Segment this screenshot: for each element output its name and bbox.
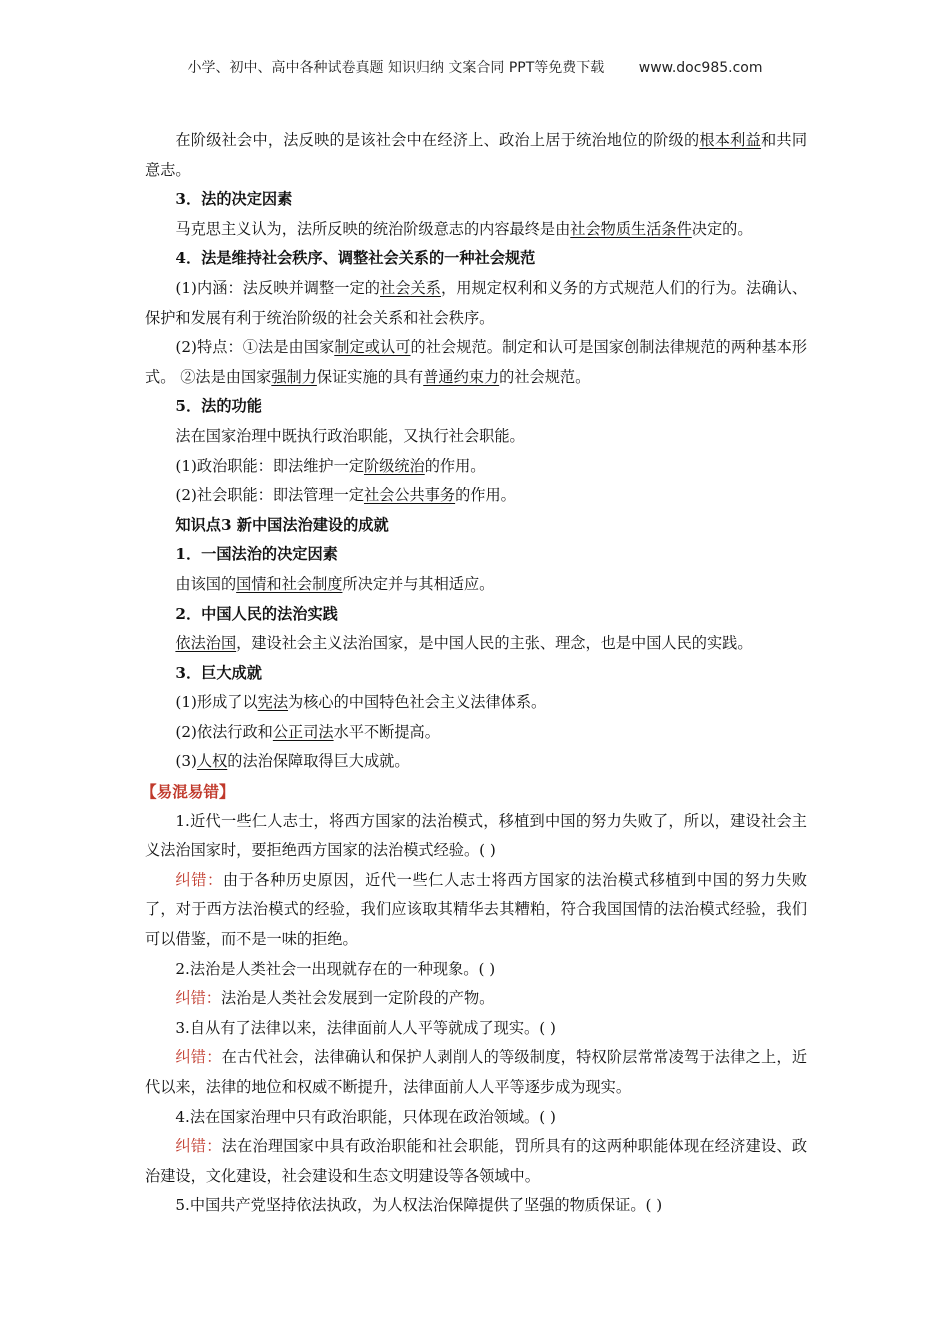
document-body: [141, 126, 808, 1221]
correction-1: [145, 866, 807, 955]
question-2: 2.法治是人类社会一出现就存在的一种现象。( ): [175, 959, 496, 978]
header-url[interactable]: www.doc985.com: [638, 60, 763, 76]
question-5: 5.中国共产党坚持依法执政，为人权法治保障提供了坚强的物质保证。( ): [175, 1196, 663, 1215]
text: 由于各种历史原因，近代一些仁人志士将西方国家的法治模式移植到中国的努力失败了，对于西方法治模式的经验，我们应该取其精华去其糟粕，符合我国国情的法治模式经验，我们可以借鉴，而不是一味的拒绝。: [145, 870, 808, 949]
text: (1)政治职能：即法维护一定: [175, 456, 364, 475]
text: ，建设社会主义法治国家，是中国人民的主张、理念，也是中国人民的实践。: [236, 634, 753, 653]
text: (3): [175, 752, 197, 771]
text: 的作用。: [455, 486, 516, 505]
underlined-term: 宪法: [257, 693, 289, 712]
correction-label: 纠错：: [175, 870, 223, 889]
underlined-term: 根本利益: [699, 131, 762, 149]
heading-functions: 5．法的功能: [175, 397, 262, 416]
underlined-term: 人权: [196, 752, 228, 771]
heading-determinant: 3．法的决定因素: [175, 190, 293, 209]
text: (1)形成了以: [175, 693, 258, 712]
text: 法治是人类社会发展到一定阶段的产物。: [220, 989, 495, 1008]
heading-social-norm: 4．法是维持社会秩序、调整社会关系的一种社会规范: [175, 249, 536, 268]
heading-rule-of-law-factor: 1．一国法治的决定因素: [175, 545, 338, 564]
paragraph-constitution: [145, 688, 807, 718]
correction-label: 纠错：: [175, 1137, 222, 1156]
text: 马克思主义认为，法所反映的统治阶级意志的内容最终是由: [175, 219, 571, 238]
underlined-term: 制定或认可: [334, 338, 411, 357]
page-header: [0, 57, 950, 77]
text: 和共同意志。: [145, 131, 808, 179]
paragraph-marxism: [145, 215, 807, 245]
text: 的社会规范。: [499, 367, 591, 386]
text: 法在治理国家中具有政治职能和社会职能，罚所具有的这两种职能体现在经济建设、政治建设，文化建设，社会建设和生态文明建设等各领域中。: [145, 1137, 808, 1185]
question-1: 1.近代一些仁人志士，将西方国家的法治模式，移植到中国的努力失败了，所以，建设社会主义法治国家时，要拒绝西方国家的法治模式经验。( ): [145, 811, 807, 860]
paragraph-functions: 法在国家治理中既执行政治职能，又执行社会职能。: [175, 426, 525, 445]
correction-label: 纠错：: [175, 989, 221, 1008]
underlined-term: 阶级统治: [363, 456, 425, 475]
text: (2)社会职能：即法管理一定: [175, 486, 364, 505]
paragraph-class-interest: [145, 126, 807, 185]
text: 水平不断提高。: [333, 722, 440, 741]
heading-achievements: 3．巨大成就: [175, 663, 262, 682]
underlined-term: 强制力: [271, 367, 317, 386]
text: 的作用。: [424, 456, 486, 475]
underlined-term: 国情和社会制度: [236, 574, 343, 593]
paragraph-national-conditions: [145, 570, 807, 600]
text: 在古代社会，法律确认和保护人剥削人的等级制度，特权阶层常常凌驾于法律之上，近代以来，法律的地位和权威不断提升，法律面前人人平等逐步成为现实。: [145, 1048, 808, 1096]
paragraph-rule-of-law: [145, 629, 807, 659]
correction-4: [145, 1132, 807, 1191]
underlined-term: 社会公共事务: [363, 486, 456, 505]
question-3: 3.自从有了法律以来，法律面前人人平等就成了现实。( ): [175, 1018, 556, 1037]
heading-practice: 2．中国人民的法治实践: [175, 604, 338, 623]
header-text: 小学、初中、高中各种试卷真题 知识归纳 文案合同 PPT等免费下载: [187, 60, 605, 76]
underlined-term: 公正司法: [272, 722, 334, 741]
paragraph-social-function: [145, 481, 807, 511]
correction-3: [145, 1043, 807, 1102]
correction-2: [145, 984, 807, 1014]
section-title: 【易混易错】: [141, 782, 235, 802]
text: (2)特点：①法是由国家: [175, 338, 335, 357]
text: (2)依法行政和: [175, 722, 273, 741]
text: ，用规定权利和义务的方式规范人们的行为。法确认、保护和发展有利于统治阶级的社会关系和社会秩序。: [145, 278, 808, 327]
text: 在阶级社会中，法反映的是该社会中在经济上、政治上居于统治地位的阶级的: [175, 131, 700, 149]
paragraph-connotation: [145, 274, 807, 333]
question-4: 4.法在国家治理中只有政治职能，只体现在政治领域。( ): [175, 1107, 556, 1126]
heading-knowledge-point-3: 知识点3 新中国法治建设的成就: [175, 515, 389, 534]
paragraph-political-function: [145, 452, 807, 482]
underlined-term: 社会关系: [380, 278, 442, 297]
underlined-term: 社会物质生活条件: [570, 219, 692, 238]
paragraph-justice: [145, 718, 807, 748]
text: 所决定并与其相适应。: [342, 574, 495, 593]
text: (1)内涵：法反映并调整一定的: [175, 278, 380, 297]
text: 决定的。: [691, 219, 753, 238]
text: 为核心的中国特色社会主义法律体系。: [288, 693, 547, 712]
text: 由该国的: [175, 574, 237, 593]
text: 保证实施的具有: [316, 367, 424, 386]
correction-label: 纠错：: [175, 1048, 222, 1067]
paragraph-features: [145, 333, 807, 392]
text: 的社会规范。制定和认可是国家创制法律规范的两种基本形式。 ②法是由国家: [145, 338, 808, 386]
underlined-term: 依法治国: [175, 634, 237, 653]
text: 的法治保障取得巨大成就。: [227, 752, 410, 771]
paragraph-human-rights: [145, 747, 807, 777]
underlined-term: 普通约束力: [423, 367, 500, 386]
